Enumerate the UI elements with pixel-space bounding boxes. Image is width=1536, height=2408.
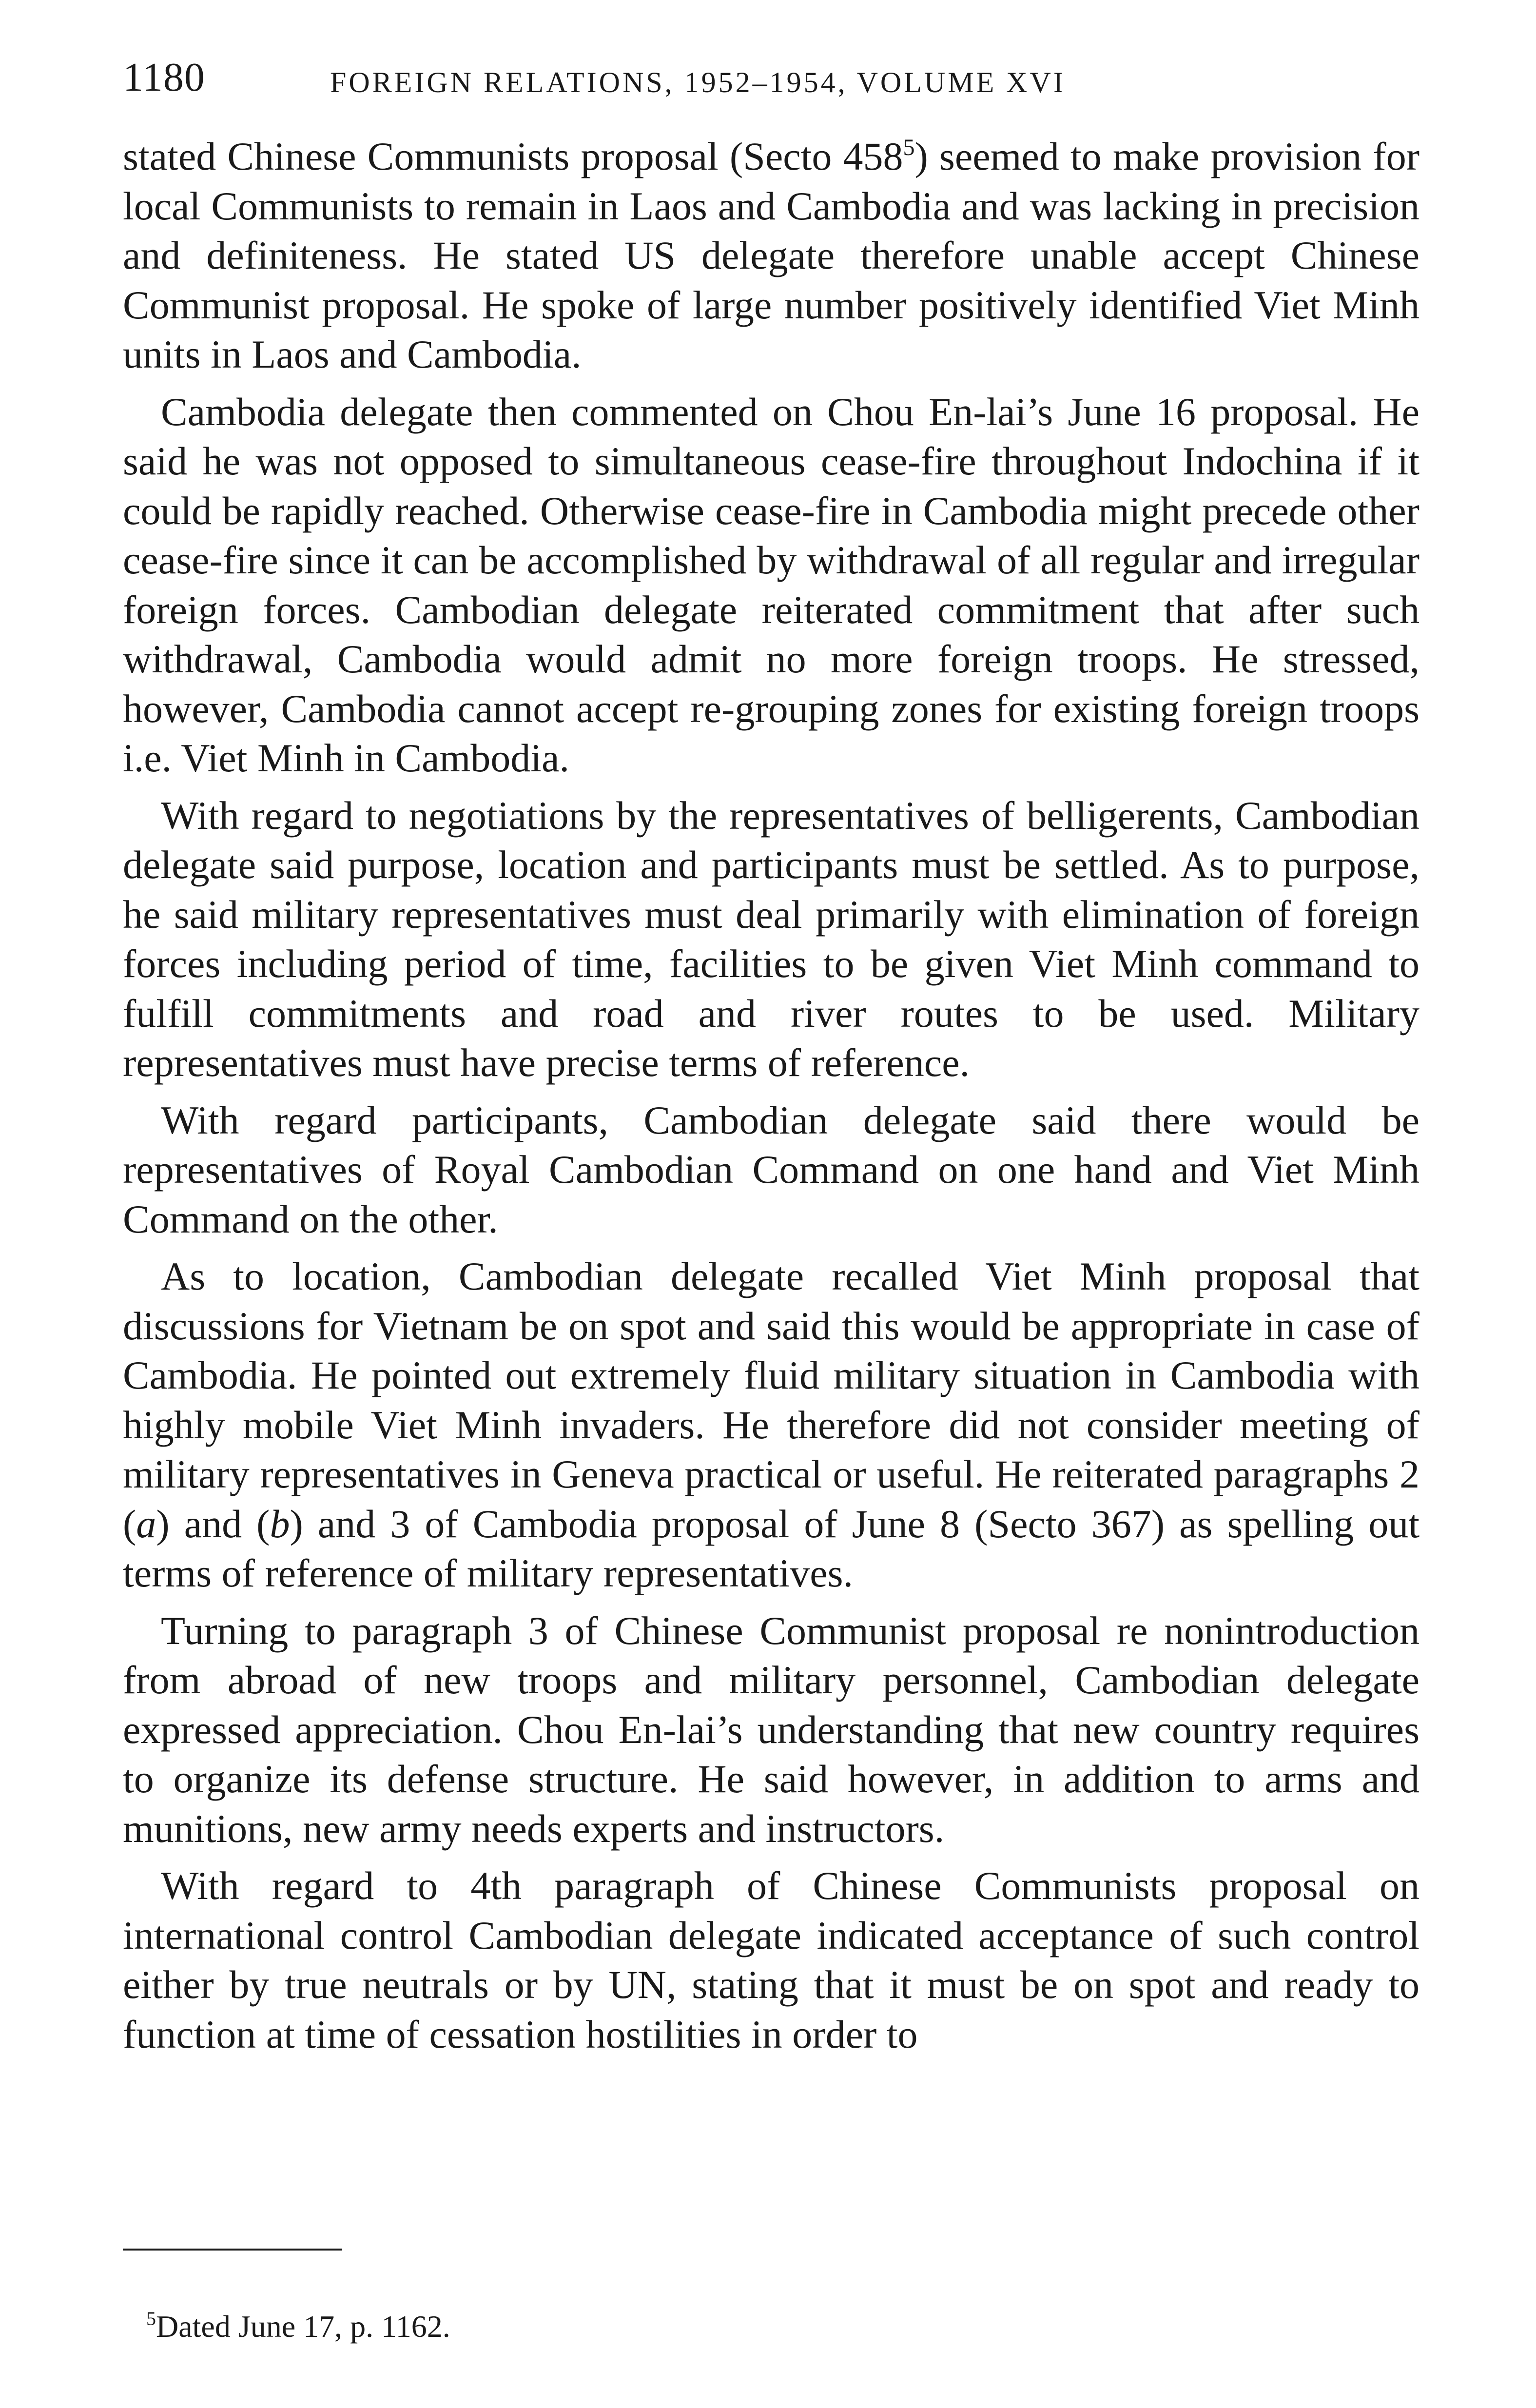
footnote-reference: 5 bbox=[903, 135, 915, 160]
paragraph-3: With regard to negotiations by the representatives of belligerents, Cambodian delegate said purpose, location and participants must be settled. As to purpose, he said military representatives must deal primarily with elimination of foreign forces including period of time, facilities to be given Viet Minh command to fulfill commitments and road and river routes to be used. Military representatives must have precise terms of reference. bbox=[123, 793, 1419, 1085]
paragraph-1-text-b: ) seemed to make provision for local Communists to remain in Laos and Cambodia and was lacking in precision and definiteness. He stated US delegate therefore unable accept Chinese Communist proposal. He spoke of large number positively identified Viet Minh units in Laos and Cambodia. bbox=[123, 134, 1419, 376]
paragraph-6: Turning to paragraph 3 of Chinese Communist proposal re nonintroduction from abroad of new troops and military personnel, Cambodian delegate expressed appreciation. Chou En-lai’s understanding that new country requires to organize its defense structure. He said however, in addition to arms and munitions, new army needs experts and instructors. bbox=[123, 1608, 1419, 1851]
paragraph-5-item-a: a bbox=[136, 1501, 156, 1546]
body-text bbox=[123, 132, 1419, 2067]
paragraph-5-text-c: ) and 3 of Cambodia proposal of June 8 (Secto 367) as spelling out terms of reference of military representatives. bbox=[123, 1501, 1419, 1595]
footnote-marker: 5 bbox=[146, 2308, 156, 2330]
paragraph-4: With regard participants, Cambodian delegate said there would be representatives of Royal Cambodian Command on one hand and Viet Minh Command on the other. bbox=[123, 1097, 1419, 1241]
paragraph-1 bbox=[123, 132, 1419, 379]
paragraph-2: Cambodia delegate then commented on Chou En-lai’s June 16 proposal. He said he was not opposed to simultaneous cease-fire throughout Indochina if it could be rapidly reached. Otherwise cease-fire in Cambodia might precede other cease-fire since it can be accomplished by withdrawal of all regular and irregular foreign forces. Cambodian delegate reiterated commitment that after such withdrawal, Cambodia would admit no more foreign troops. He stressed, however, Cambodia cannot accept re-grouping zones for existing foreign troops i.e. Viet Minh in Cambodia. bbox=[123, 389, 1419, 780]
page-number: 1180 bbox=[123, 55, 205, 100]
paragraph-5-text-a: As to location, Cambodian delegate recalled Viet Minh proposal that discussions for Vietnam be on spot and said this would be appropriate in case of Cambodia. He pointed out extremely fluid military situation in Cambodia with highly mobile Viet Minh invaders. He therefore did not consider meeting of military representatives in Geneva practical or useful. He reiterated paragraphs 2 ( bbox=[123, 1254, 1419, 1546]
paragraph-5-item-b: b bbox=[270, 1501, 290, 1546]
page-header bbox=[123, 47, 1419, 105]
running-title: FOREIGN RELATIONS, 1952–1954, VOLUME XVI bbox=[330, 66, 1066, 98]
footnote bbox=[146, 2306, 450, 2347]
paragraph-1-text-a: stated Chinese Communists proposal (Secto 458 bbox=[123, 134, 903, 178]
paragraph-5 bbox=[123, 1252, 1419, 1598]
footnote-text: Dated June 17, p. 1162. bbox=[156, 2309, 450, 2344]
paragraph-5-text-b: ) and ( bbox=[156, 1501, 270, 1546]
paragraph-7: With regard to 4th paragraph of Chinese Communists proposal on international control Cambodian delegate indicated acceptance of such control either by true neutrals or by UN, stating that it must be on spot and ready to function at time of cessation hostilities in order to bbox=[123, 1863, 1419, 2056]
footnote-divider bbox=[123, 2249, 342, 2251]
